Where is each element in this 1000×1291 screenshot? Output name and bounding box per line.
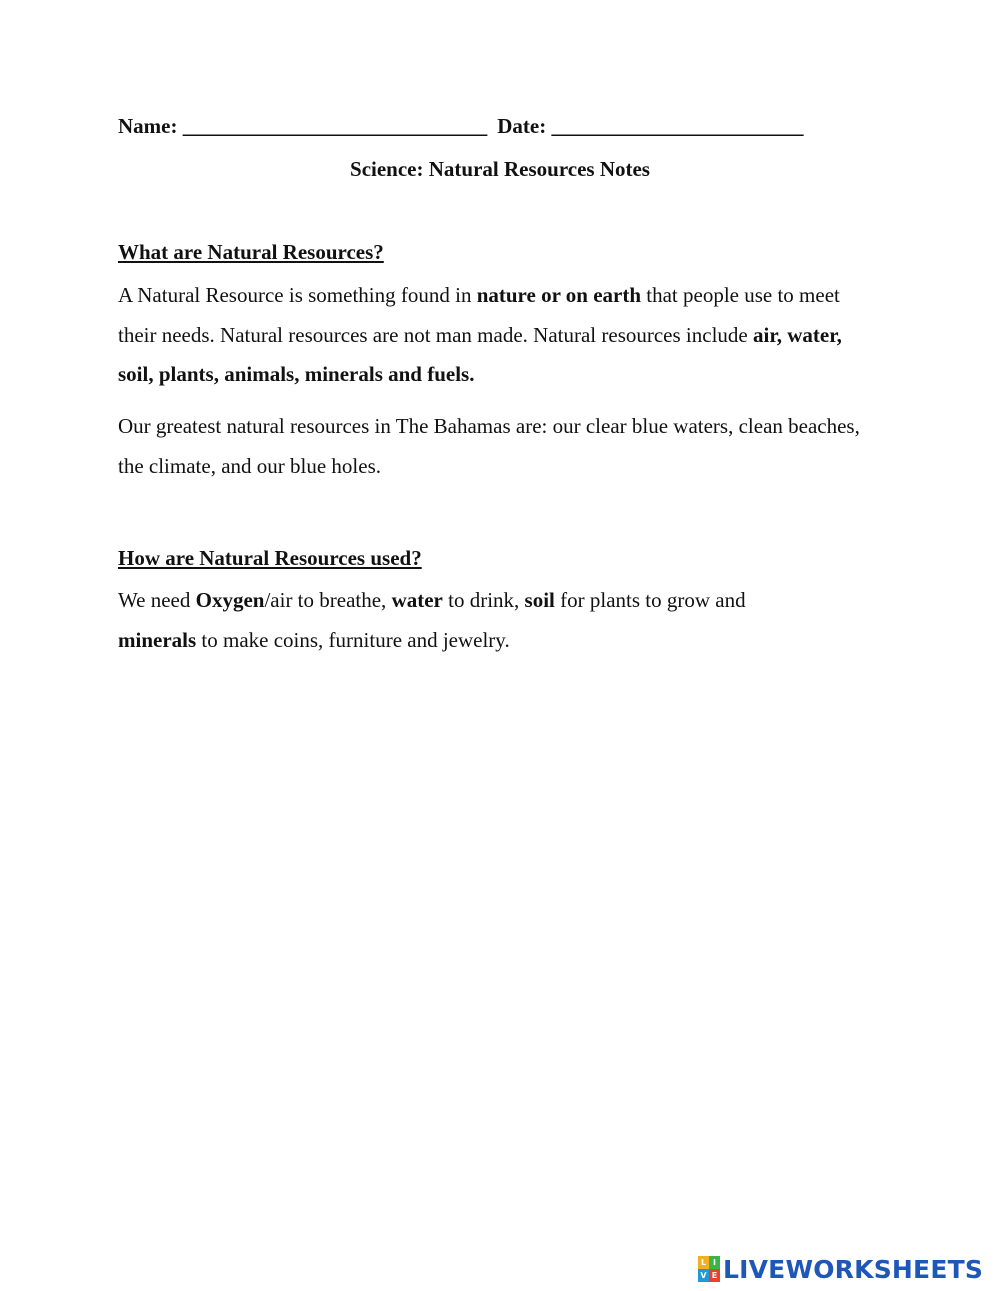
name-field[interactable]: _____________________________ (182, 114, 488, 138)
bold-run: Oxygen (195, 588, 265, 612)
text-run: to drink, (442, 588, 525, 612)
text-run: We need (118, 588, 196, 612)
bold-run: minerals (118, 627, 197, 652)
bahamas-paragraph: Our greatest natural resources in The Bahamas are: our clear blue waters, clean beaches, the climate, and our blue holes. (118, 414, 860, 478)
section-heading-how: How are Natural Resources used? (118, 546, 422, 570)
text-run: that people use to meet their needs. Natural resources are not man made. Natural resources include (118, 283, 840, 347)
page-title: Science: Natural Resources Notes (350, 157, 650, 181)
bold-run: soil (524, 588, 555, 612)
bold-run: nature or on earth (476, 283, 642, 307)
text-run: for plants to grow and (554, 588, 746, 612)
logo-tile-v: V (698, 1269, 709, 1282)
text-run: A Natural Resource is something found in (118, 283, 477, 307)
date-label: Date: (497, 114, 547, 138)
logo-wordmark: LIVEWORKSHEETS (723, 1254, 984, 1284)
header-line (118, 114, 803, 139)
logo-tile-l: L (698, 1256, 709, 1269)
logo-tile-e: E (709, 1269, 720, 1282)
liveworksheets-logo-icon (698, 1256, 720, 1282)
text-run: /air to breathe, (264, 588, 392, 612)
usage-paragraph (118, 581, 878, 660)
name-label: Name: (118, 114, 178, 138)
logo-tile-i: I (709, 1256, 720, 1269)
bold-run: air, water, soil, plants, animals, minerals and fuels. (118, 322, 842, 386)
liveworksheets-logo (698, 1254, 983, 1284)
text-run: to make coins, furniture and jewelry. (196, 627, 510, 652)
section-heading-what: What are Natural Resources? (118, 240, 384, 264)
bold-run: water (391, 588, 443, 612)
date-field[interactable]: ________________________ (551, 114, 804, 138)
definition-paragraph (118, 276, 878, 395)
